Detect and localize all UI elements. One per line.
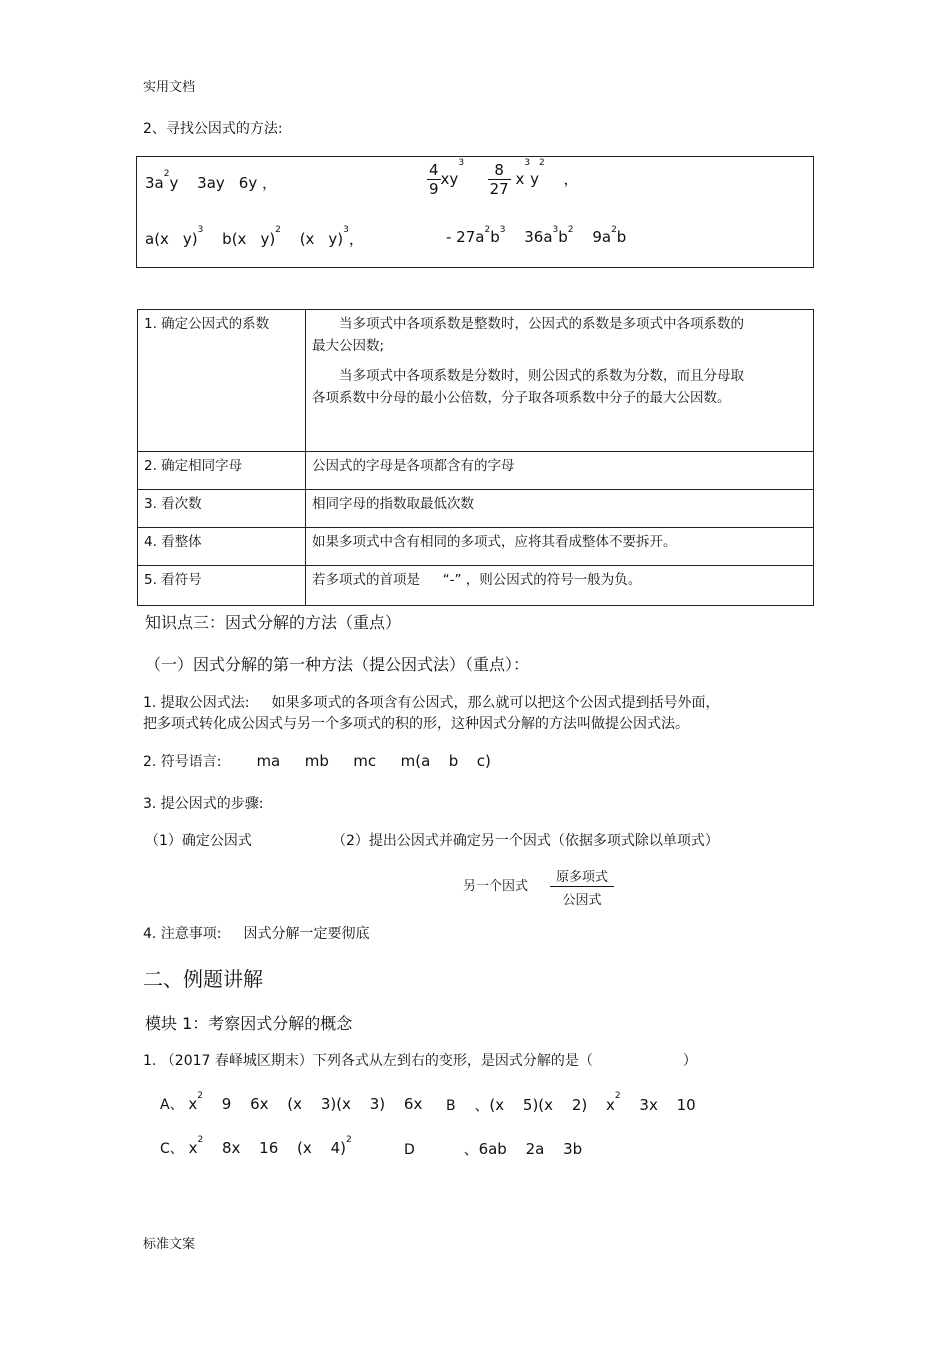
rule-label: 4. 看整体 bbox=[138, 528, 306, 566]
symbol-language: 2. 符号语言: ma mb mc m(a b c) bbox=[143, 752, 491, 770]
rule-label: 5. 看符号 bbox=[138, 566, 306, 606]
page-header: 实用文档 bbox=[143, 80, 196, 95]
page-footer: 标准文案 bbox=[143, 1237, 196, 1252]
section-2-title: 二、例题讲解 bbox=[143, 967, 263, 991]
other-factor-fraction: $\frac{\text{原多项式}}{\text{公因式}}$ bbox=[550, 866, 614, 908]
rule-content: 当多项式中各项系数是整数时，公因式的系数是多项式中各项系数的最大公因数; 当多项式中各项系数是分数时，则公因式的系数为分数，而且分母取各项系数中分母的最小公倍数，分子取各项系数中分子的最大公因数。 bbox=[306, 310, 814, 452]
example-1: $3a^2y$ 3ay 6y ， bbox=[145, 169, 277, 192]
rule-content: 如果多项式中含有相同的多项式，应将其看成整体不要拆开。 bbox=[306, 528, 814, 566]
table-row bbox=[138, 528, 814, 566]
definition-line-1: 1. 提取公因式法: 如果多项式的各项含有公因式，那么就可以把这个公因式提到括号外面， bbox=[143, 695, 720, 711]
step-2: （2）提出公因式并确定另一个因式（依据多项式除以单项式） bbox=[332, 833, 719, 849]
rule-label: 3. 看次数 bbox=[138, 490, 306, 528]
question-1-stem: 1. （2017 春峄城区期末）下列各式从左到右的变形，是因式分解的是（ ） bbox=[143, 1053, 697, 1069]
rule-label: 2. 确定相同字母 bbox=[138, 452, 306, 490]
rule-content: 若多项式的首项是 “-” ，则公因式的符号一般为负。 bbox=[306, 566, 814, 606]
option-b: B 、(x 5)(x 2) $x^2$ 3x 10 bbox=[446, 1091, 696, 1114]
rule-label: 1. 确定公因式的系数 bbox=[138, 310, 306, 452]
definition-line-2: 把多项式转化成公因式与另一个多项式的积的形，这种因式分解的方法叫做提公因式法。 bbox=[143, 716, 689, 732]
option-c: C、 $x^2$ 8x 16 (x 4)$^2$ bbox=[160, 1135, 352, 1157]
module-1-title: 模块 1：考察因式分解的概念 bbox=[145, 1014, 353, 1033]
notes: 4. 注意事项: 因式分解一定要彻底 bbox=[143, 926, 370, 942]
step-1: （1）确定公因式 bbox=[145, 833, 252, 849]
common-factor-rules-table bbox=[137, 309, 814, 606]
option-a: A、 $x^2$ 9 6x (x 3)(x 3) 6x bbox=[160, 1091, 423, 1113]
example-2: $\frac{4}{9}$ $xy^3$ $\frac{8}{27}$ $x^3y^2$ ， bbox=[429, 158, 579, 198]
table-row bbox=[138, 452, 814, 490]
section-title-find-common-factor: 2、寻找公因式的方法: bbox=[143, 121, 283, 137]
rule-content: 相同字母的指数取最低次数 bbox=[306, 490, 814, 528]
table-row bbox=[138, 490, 814, 528]
knowledge-point-3-title: 知识点三：因式分解的方法（重点） bbox=[145, 613, 402, 632]
example-3: a(x y)$^3$ b(x y)$^2$ (x y)$^3$， bbox=[145, 225, 364, 248]
table-row bbox=[138, 310, 814, 452]
rule-content: 公因式的字母是各项都含有的字母 bbox=[306, 452, 814, 490]
other-factor-label: 另一个因式 bbox=[463, 879, 529, 894]
method-1-title: （一）因式分解的第一种方法（提公因式法）（重点）： bbox=[145, 655, 530, 674]
table-row bbox=[138, 566, 814, 606]
option-d: D 、6ab 2a 3b bbox=[404, 1140, 583, 1158]
steps-label: 3. 提公因式的步骤: bbox=[143, 796, 264, 812]
example-4: - $27a^2b^3$ $36a^3b^2$ $9a^2b$ bbox=[446, 225, 627, 246]
